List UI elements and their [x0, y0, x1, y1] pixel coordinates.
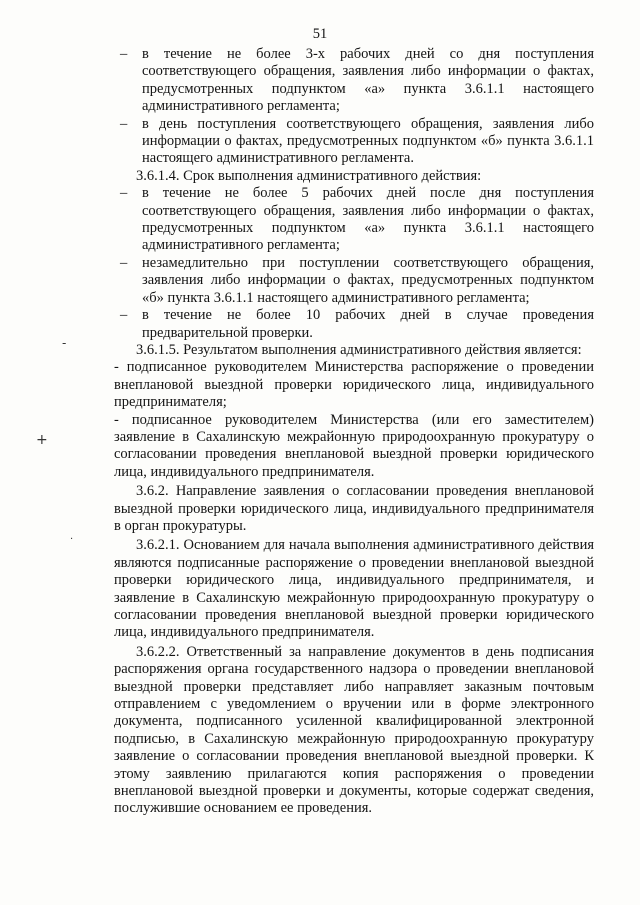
list-item-text: в течение не более 10 рабочих дней в случае проведения предварительной проверки. — [142, 307, 594, 341]
margin-mark: · — [70, 534, 74, 545]
dash-bullet: – — [120, 307, 128, 324]
list-item — [114, 116, 594, 168]
paragraph: 3.6.1.4. Срок выполнения административного действия: — [136, 167, 482, 184]
margin-mark: + — [36, 432, 48, 448]
list-item-text: в течение не более 5 рабочих дней после дня поступления соответствующего обращения, заявления либо информации о фактах, предусмотренных подпунктом «а» пункта 3.6.1.1 настоящего административного регламента; — [142, 185, 594, 254]
dash-bullet: – — [120, 46, 128, 62]
list-item — [114, 255, 594, 307]
document-body — [114, 46, 594, 818]
list-item — [114, 46, 594, 116]
list-item-text: в день поступления соответствующего обращения, заявления либо информации о фактах, предусмотренных подпунктом «б» пункта 3.6.1.1 настоящего административного регламента. — [142, 115, 594, 167]
page-number: 51 — [312, 26, 328, 42]
list-item-text: в течение не более 3-х рабочих дней со дня поступления соответствующего обращения, заявления либо информации о фактах, предусмотренных подпунктом «а» пункта 3.6.1.1 настоящего административного регламента; — [142, 46, 594, 115]
paragraph: 3.6.2.2. Ответственный за направление документов в день подписания распоряжения органа государственного надзора о проведении внеплановой выездной проверки представляет либо направляет заказным почтовым отправлением с уведомлением о вручении или в форме электронного документа, подписанного усиленной квалифицированной электронной подписью, в Сахалинскую межрайонную природоохранную прокуратуру заявление о согласовании проведения внеплановой выездной проверки. К этому заявлению прилагаются копия распоряжения о проведении внеплановой выездной проверки и документы, которые содержат сведения, послужившие основанием ее проведения. — [114, 643, 594, 817]
list-item-text: незамедлительно при поступлении соответствующего обращения, заявления либо информации о фактах, предусмотренных подпунктом «б» пункта 3.6.1.1 настоящего административного регламента; — [142, 254, 594, 306]
paragraph: 3.6.2.1. Основанием для начала выполнения административного действия являются подписанные распоряжение о проведении внеплановой выездной проверки юридического лица, индивидуального предпринимателя, и заявление в Сахалинскую межрайонную природоохранную прокуратуру о согласовании проведения внеплановой выездной проверки юридического лица, индивидуального предпринимателя. — [114, 537, 594, 641]
paragraph: - подписанное руководителем Министерства распоряжение о проведении внеплановой выездной проверки юридического лица, индивидуального предпринимателя; — [114, 359, 594, 411]
dash-bullet: – — [120, 185, 128, 202]
list-item — [114, 307, 594, 342]
dash-bullet: – — [120, 254, 128, 271]
dash-bullet: – — [120, 115, 128, 132]
paragraph: - подписанное руководителем Министерства (или его заместителем) заявление в Сахалинскую межрайонную природоохранную прокуратуру о согласовании проведения внеплановой выездной проверки юридического лица, индивидуального предпринимателя. — [114, 411, 594, 480]
paragraph: 3.6.2. Направление заявления о согласовании проведения внеплановой выездной проверки юридического лица, индивидуального предпринимателя в орган прокуратуры. — [114, 483, 594, 534]
margin-mark: - — [62, 336, 67, 350]
paragraph: 3.6.1.5. Результатом выполнения административного действия является: — [136, 341, 582, 358]
list-item — [114, 185, 594, 255]
